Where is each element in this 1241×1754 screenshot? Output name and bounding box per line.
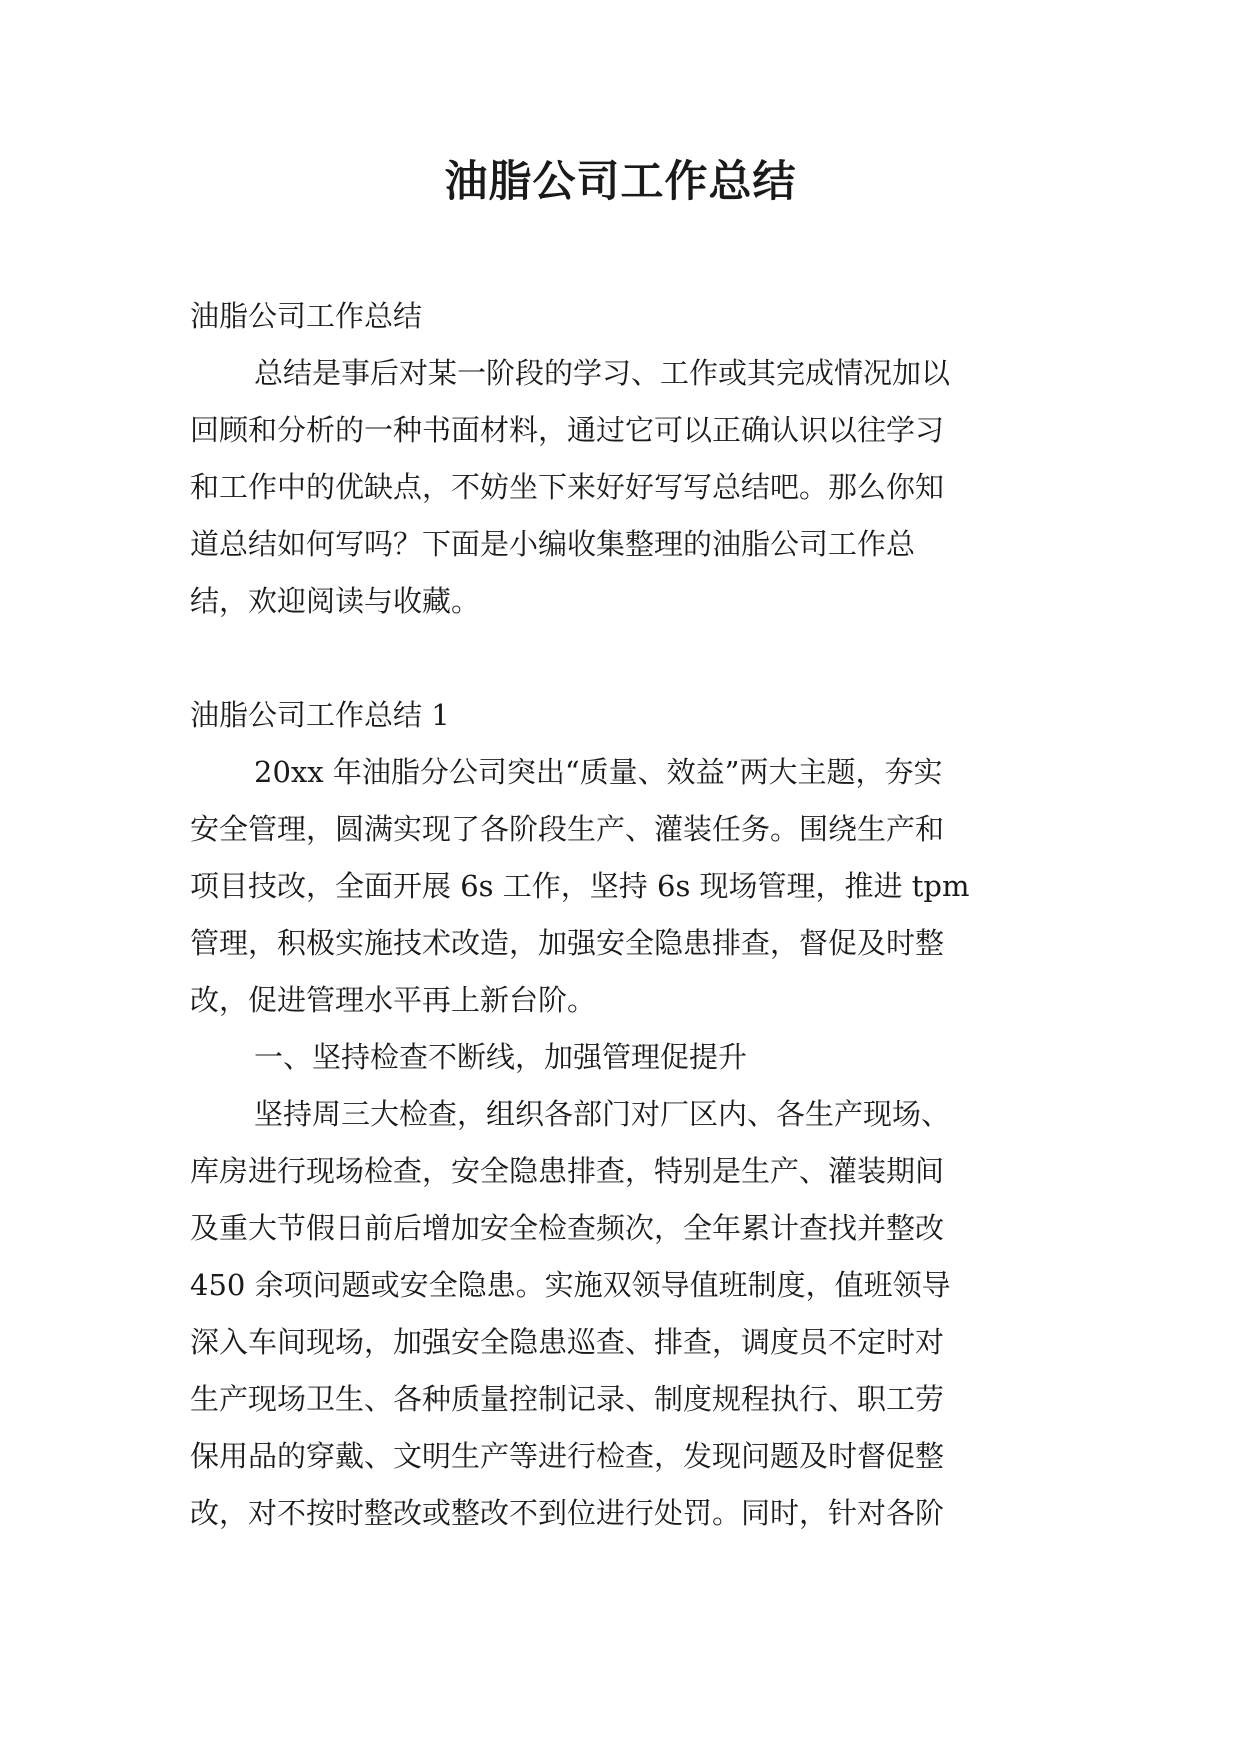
paragraph-line: 项目技改，全面开展 6s 工作，坚持 6s 现场管理，推进 tpm <box>190 869 970 903</box>
paragraph-line: 库房进行现场检查，安全隐患排查，特别是生产、灌装期间 <box>190 1154 945 1188</box>
paragraph-line: 坚持周三大检查，组织各部门对厂区内、各生产现场、 <box>254 1097 951 1131</box>
paragraph-line: 深入车间现场，加强安全隐患巡查、排查，调度员不定时对 <box>190 1325 945 1359</box>
paragraph-line: 和工作中的优缺点，不妨坐下来好好写写总结吧。那么你知 <box>190 470 945 504</box>
paragraph-line: 保用品的穿戴、文明生产等进行检查，发现问题及时督促整 <box>190 1439 945 1473</box>
paragraph-line: 回顾和分析的一种书面材料，通过它可以正确认识以往学习 <box>190 413 945 447</box>
section-heading: 油脂公司工作总结 1 <box>190 698 450 732</box>
paragraph-line: 改，对不按时整改或整改不到位进行处罚。同时，针对各阶 <box>190 1496 945 1530</box>
document-title: 油脂公司工作总结 <box>444 157 797 207</box>
paragraph-line: 结，欢迎阅读与收藏。 <box>190 584 481 618</box>
subsection-heading: 一、坚持检查不断线，加强管理促提升 <box>254 1040 748 1074</box>
paragraph-line: 道总结如何写吗？下面是小编收集整理的油脂公司工作总 <box>190 527 916 561</box>
paragraph-line: 改，促进管理水平再上新台阶。 <box>190 983 597 1017</box>
paragraph-line: 20xx 年油脂分公司突出“质量、效益”两大主题，夯实 <box>254 755 943 789</box>
paragraph-line: 450 余项问题或安全隐患。实施双领导值班制度，值班领导 <box>190 1268 951 1302</box>
paragraph-line: 管理，积极实施技术改造，加强安全隐患排查，督促及时整 <box>190 926 945 960</box>
intro-heading: 油脂公司工作总结 <box>190 299 423 333</box>
paragraph-line: 生产现场卫生、各种质量控制记录、制度规程执行、职工劳 <box>190 1382 945 1416</box>
paragraph-line: 安全管理，圆满实现了各阶段生产、灌装任务。围绕生产和 <box>190 812 945 846</box>
paragraph-line: 总结是事后对某一阶段的学习、工作或其完成情况加以 <box>254 356 951 390</box>
paragraph-line: 及重大节假日前后增加安全检查频次，全年累计查找并整改 <box>190 1211 945 1245</box>
